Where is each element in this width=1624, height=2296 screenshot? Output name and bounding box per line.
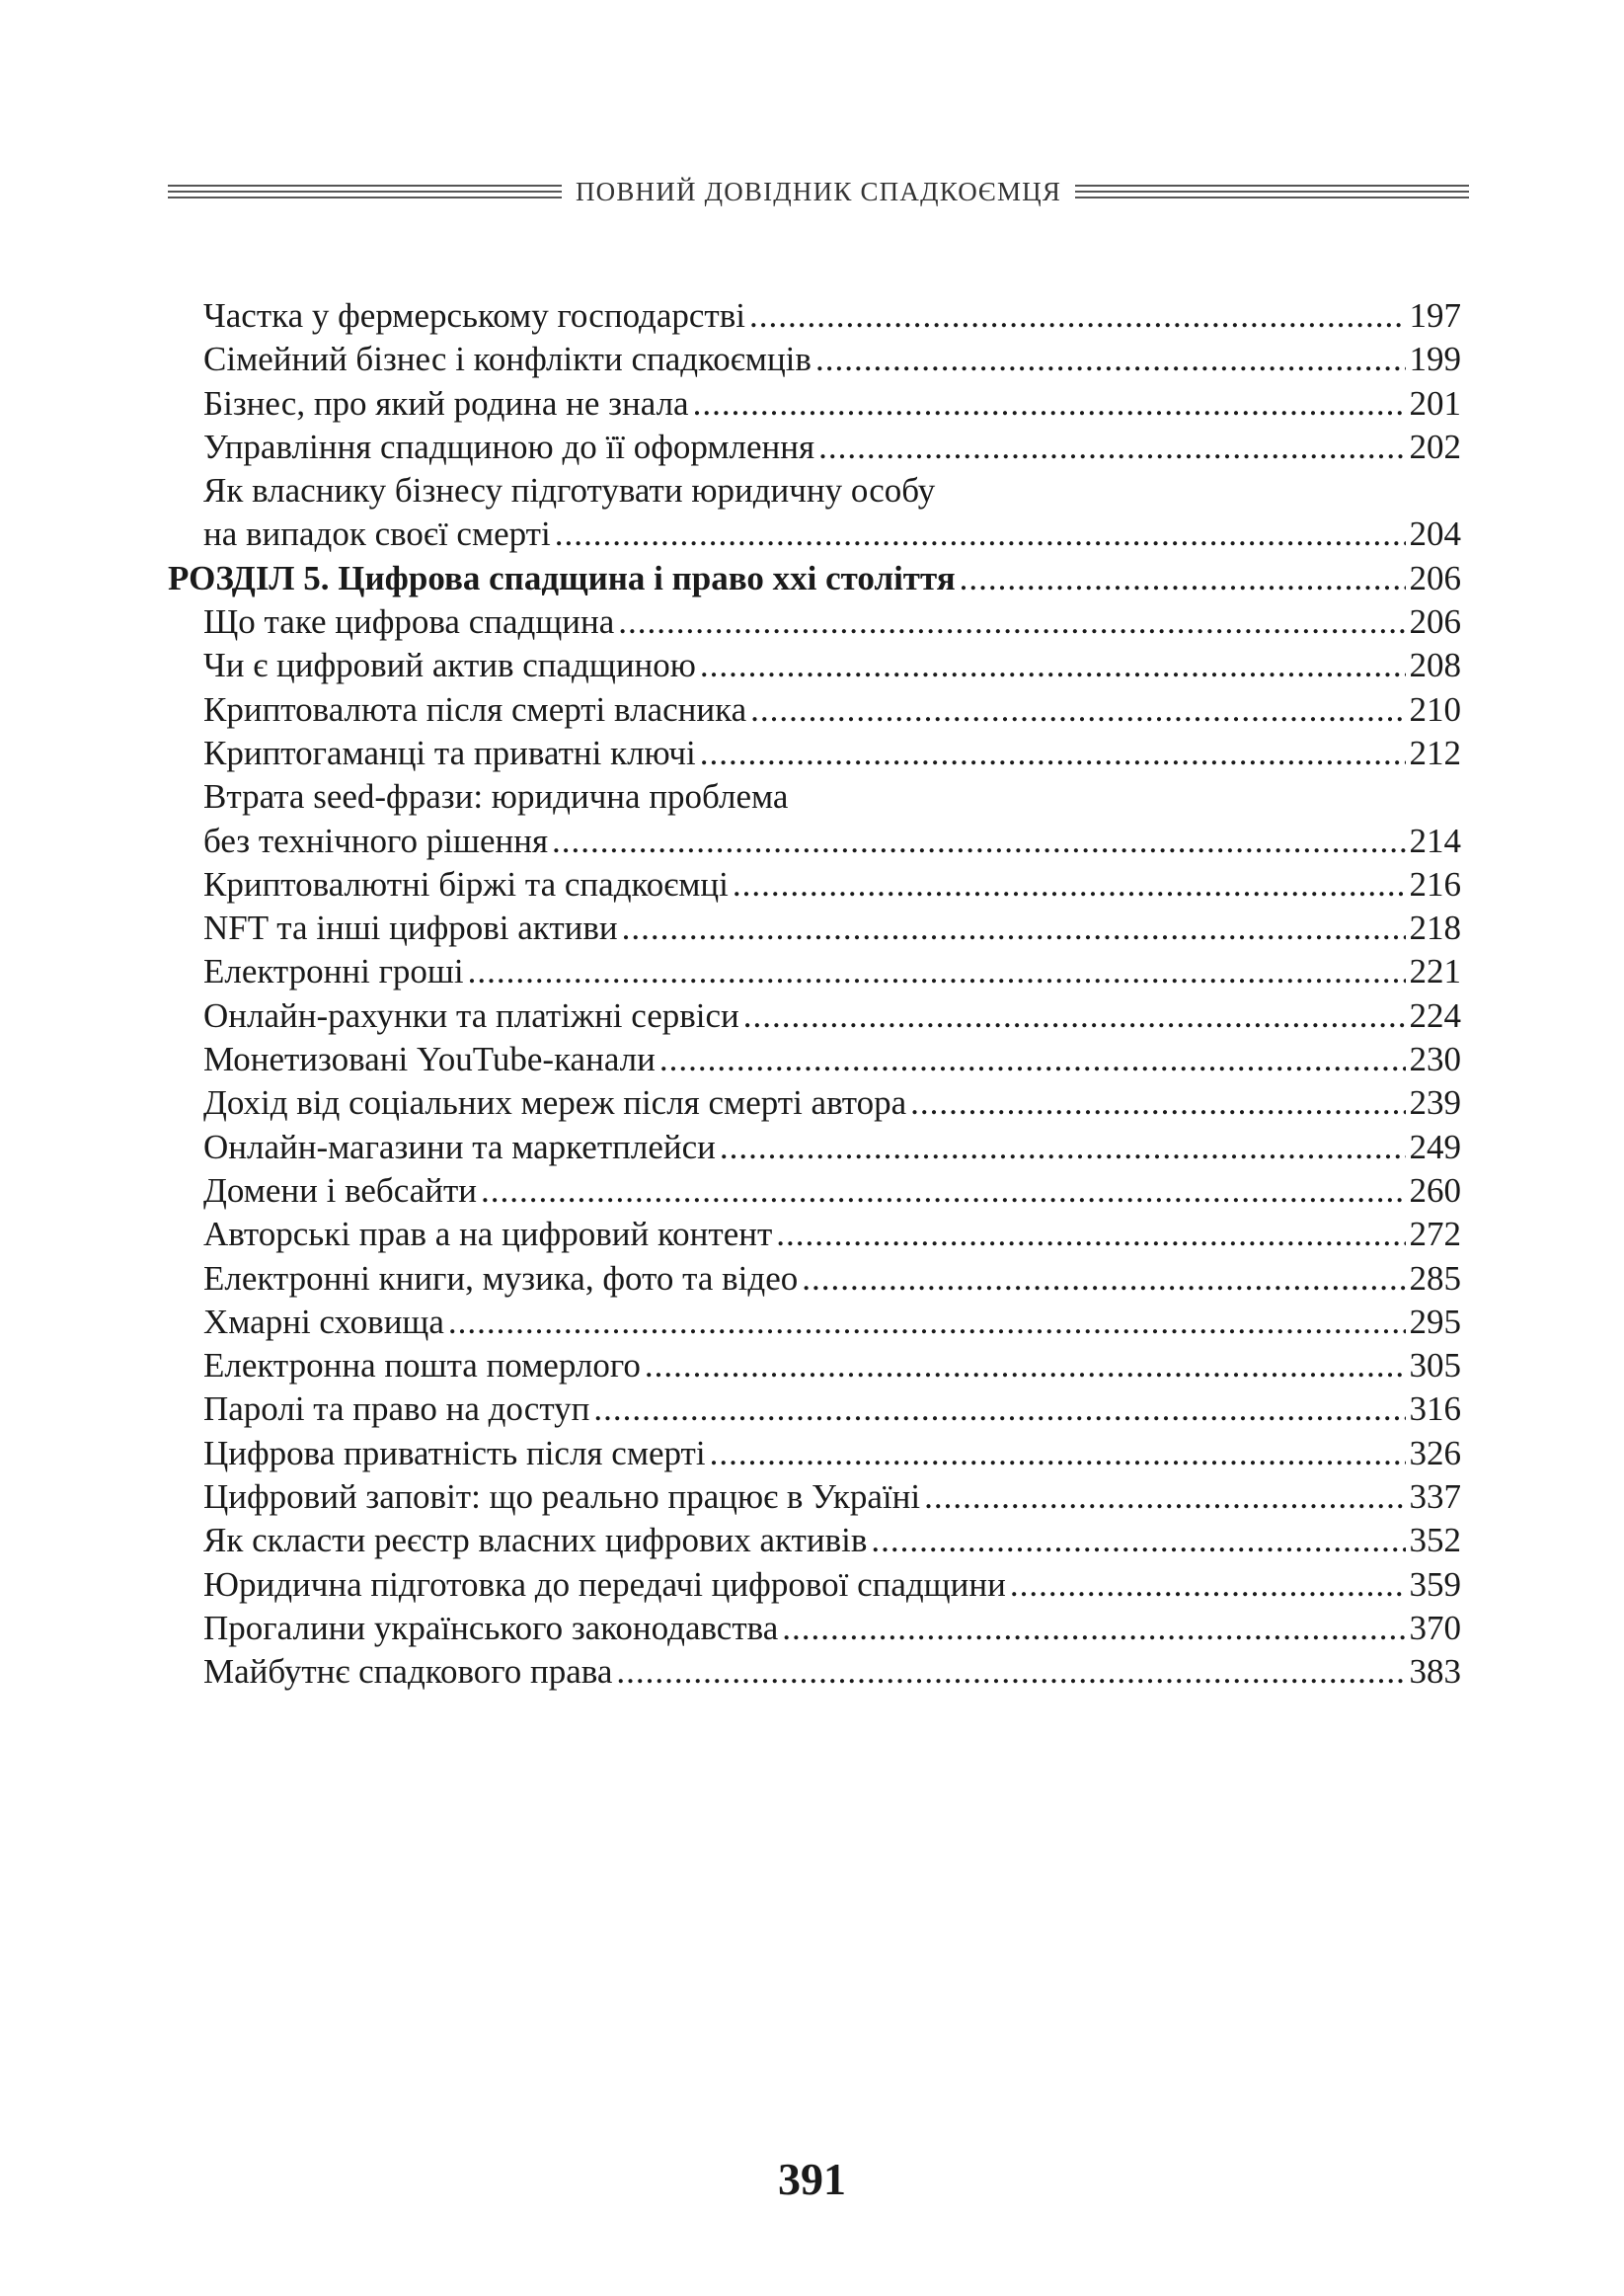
toc-entry xyxy=(168,469,1461,513)
book-title: ПОВНИЙ ДОВІДНИК СПАДКОЄМЦЯ xyxy=(575,176,1062,206)
header-rule-right xyxy=(1075,185,1469,198)
toc-entry xyxy=(168,600,1461,644)
toc-entry-page: 239 xyxy=(1409,1083,1461,1123)
toc-entry-title: Втрата seed-фрази: юридична проблема xyxy=(203,777,789,817)
toc-entry xyxy=(168,1650,1461,1694)
toc-entry-title: Сімейний бізнес і конфлікти спадкоємців xyxy=(203,340,812,379)
toc-entry-title: Як скласти реєстр власних цифрових активів xyxy=(203,1521,868,1560)
toc-entry-page: 370 xyxy=(1409,1608,1461,1647)
dot-leader xyxy=(750,688,1405,732)
toc-entry-title: Юридична підготовка до передачі цифрової спадщини xyxy=(203,1564,1006,1604)
toc-entry-page: 383 xyxy=(1409,1652,1461,1692)
toc-entry-page: 359 xyxy=(1409,1564,1461,1604)
toc-entry-title: Чи є цифровий актив спадщиною xyxy=(203,646,696,685)
toc-entry xyxy=(168,1475,1461,1519)
toc-entry-title: Цифровий заповіт: що реально працює в Україні xyxy=(203,1477,921,1517)
toc-entry-title: без технічного рішення xyxy=(203,821,549,860)
dot-leader xyxy=(776,1213,1405,1256)
toc-entry-title: Криптовалютні біржі та спадкоємці xyxy=(203,864,729,904)
toc-entry-title: NFT та інші цифрові активи xyxy=(203,909,618,948)
toc-entry-page: 202 xyxy=(1409,427,1461,466)
toc-entry xyxy=(168,732,1461,775)
dot-leader xyxy=(802,1257,1405,1301)
dot-leader xyxy=(1010,1563,1406,1607)
toc-entry-page: 337 xyxy=(1409,1477,1461,1517)
toc-entry-title: Монетизовані YouTube-канали xyxy=(203,1040,656,1079)
dot-leader xyxy=(749,294,1406,338)
toc-entry xyxy=(168,644,1461,687)
toc-entry-title: на випадок своєї смерті xyxy=(203,515,551,554)
dot-leader xyxy=(555,513,1406,556)
toc-entry-title: Онлайн-магазини та маркетплейси xyxy=(203,1127,716,1166)
toc-entry-title: Цифрова приватність після смерті xyxy=(203,1433,706,1472)
toc-entry xyxy=(168,688,1461,732)
dot-leader xyxy=(700,732,1406,775)
toc-entry-title: Бізнес, про який родина не знала xyxy=(203,383,689,423)
toc-entry xyxy=(168,1038,1461,1081)
toc-entry-title: Управління спадщиною до її оформлення xyxy=(203,427,815,466)
toc-entry-page: 206 xyxy=(1409,602,1461,642)
toc-entry-title: Електронні книги, музика, фото та відео xyxy=(203,1258,799,1298)
toc-entry xyxy=(168,1126,1461,1169)
toc-entry-title: Прогалини українського законодавства xyxy=(203,1608,779,1647)
toc-entry-page: 218 xyxy=(1409,909,1461,948)
dot-leader xyxy=(448,1301,1406,1344)
toc-entry-title: Частка у фермерському господарстві xyxy=(203,296,745,335)
toc-entry xyxy=(168,294,1461,338)
toc-entry xyxy=(168,1563,1461,1607)
dot-leader xyxy=(815,338,1406,381)
dot-leader xyxy=(924,1475,1405,1519)
toc-entry xyxy=(168,1344,1461,1387)
toc-entry-title: Майбутнє спадкового права xyxy=(203,1652,613,1692)
toc-entry-page: 210 xyxy=(1409,689,1461,729)
toc-entry-title: Криптогаманці та приватні ключі xyxy=(203,733,696,772)
dot-leader xyxy=(693,382,1406,426)
dot-leader xyxy=(720,1126,1406,1169)
toc-entry-title: Авторські прав а на цифровий контент xyxy=(203,1215,773,1254)
toc-chapter-entry xyxy=(168,557,1461,600)
toc-entry-title: Як власнику бізнесу підготувати юридичну особу xyxy=(203,471,936,511)
toc-entry-title: Дохід від соціальних мереж після смерті автора xyxy=(203,1083,907,1123)
toc-entry-title: Онлайн-рахунки та платіжні сервіси xyxy=(203,995,739,1035)
toc-entry xyxy=(168,775,1461,819)
toc-entry-title: Паролі та право на доступ xyxy=(203,1389,590,1429)
toc-entry xyxy=(168,382,1461,426)
dot-leader xyxy=(468,950,1406,993)
toc-entry-page: 199 xyxy=(1409,340,1461,379)
toc-entry xyxy=(168,907,1461,950)
dot-leader xyxy=(616,1650,1405,1694)
toc-entry xyxy=(168,863,1461,907)
dot-leader xyxy=(481,1169,1406,1213)
dot-leader xyxy=(910,1081,1405,1125)
dot-leader xyxy=(782,1607,1405,1650)
toc-entry xyxy=(168,1081,1461,1125)
toc-entry-page: 260 xyxy=(1409,1170,1461,1210)
dot-leader xyxy=(618,600,1405,644)
toc-entry xyxy=(168,1432,1461,1475)
toc-entry xyxy=(168,994,1461,1038)
dot-leader xyxy=(552,820,1405,863)
toc-entry-page: 214 xyxy=(1409,821,1461,860)
dot-leader xyxy=(645,1344,1406,1387)
toc-entry xyxy=(168,1607,1461,1650)
page-number: 391 xyxy=(778,2154,846,2204)
dot-leader xyxy=(960,557,1406,600)
toc-entry xyxy=(168,426,1461,469)
toc-entry-page: 201 xyxy=(1409,383,1461,423)
toc-entry xyxy=(168,513,1461,556)
toc-entry-page: 285 xyxy=(1409,1258,1461,1298)
toc-entry-page: 224 xyxy=(1409,995,1461,1035)
dot-leader xyxy=(733,863,1406,907)
dot-leader xyxy=(700,644,1406,687)
toc-entry xyxy=(168,950,1461,993)
toc-entry-page: 295 xyxy=(1409,1302,1461,1341)
toc-entry-page: 216 xyxy=(1409,864,1461,904)
toc-entry xyxy=(168,820,1461,863)
running-header xyxy=(168,172,1469,211)
dot-leader xyxy=(659,1038,1406,1081)
toc-entry-page: 272 xyxy=(1409,1215,1461,1254)
toc-entry-title: Криптовалюта після смерті власника xyxy=(203,689,747,729)
toc-entry xyxy=(168,338,1461,381)
toc-entry-page: 197 xyxy=(1409,296,1461,335)
toc-entry-page: 249 xyxy=(1409,1127,1461,1166)
toc-entry-page: 326 xyxy=(1409,1433,1461,1472)
header-rule-left xyxy=(168,185,562,198)
dot-leader xyxy=(710,1432,1406,1475)
toc-entry-title: Що таке цифрова спадщина xyxy=(203,602,615,642)
dot-leader xyxy=(818,426,1405,469)
toc-entry xyxy=(168,1301,1461,1344)
toc-entry-page: 230 xyxy=(1409,1040,1461,1079)
toc-entry-page: 204 xyxy=(1409,515,1461,554)
toc-entry xyxy=(168,1519,1461,1562)
toc-entry-page: 208 xyxy=(1409,646,1461,685)
toc-entry-page: 305 xyxy=(1409,1346,1461,1386)
toc-entry xyxy=(168,1213,1461,1256)
dot-leader xyxy=(622,907,1406,950)
toc-entry-title: РОЗДІЛ 5. Цифрова спадщина і право ххі століття xyxy=(168,558,956,597)
toc-entry-title: Електронна пошта померлого xyxy=(203,1346,641,1386)
toc-entry-title: Електронні гроші xyxy=(203,952,464,991)
toc-entry-page: 206 xyxy=(1409,558,1461,597)
toc-entry-page: 212 xyxy=(1409,733,1461,772)
toc-entry-title: Хмарні сховища xyxy=(203,1302,444,1341)
toc-entry-title: Домени і вебсайти xyxy=(203,1170,477,1210)
dot-leader xyxy=(593,1387,1405,1431)
toc-entry xyxy=(168,1257,1461,1301)
dot-leader xyxy=(871,1519,1405,1562)
toc-entry-page: 316 xyxy=(1409,1389,1461,1429)
toc-entry xyxy=(168,1169,1461,1213)
table-of-contents xyxy=(168,294,1461,1695)
dot-leader xyxy=(743,994,1406,1038)
toc-entry-page: 221 xyxy=(1409,952,1461,991)
toc-entry-page: 352 xyxy=(1409,1521,1461,1560)
toc-entry xyxy=(168,1387,1461,1431)
